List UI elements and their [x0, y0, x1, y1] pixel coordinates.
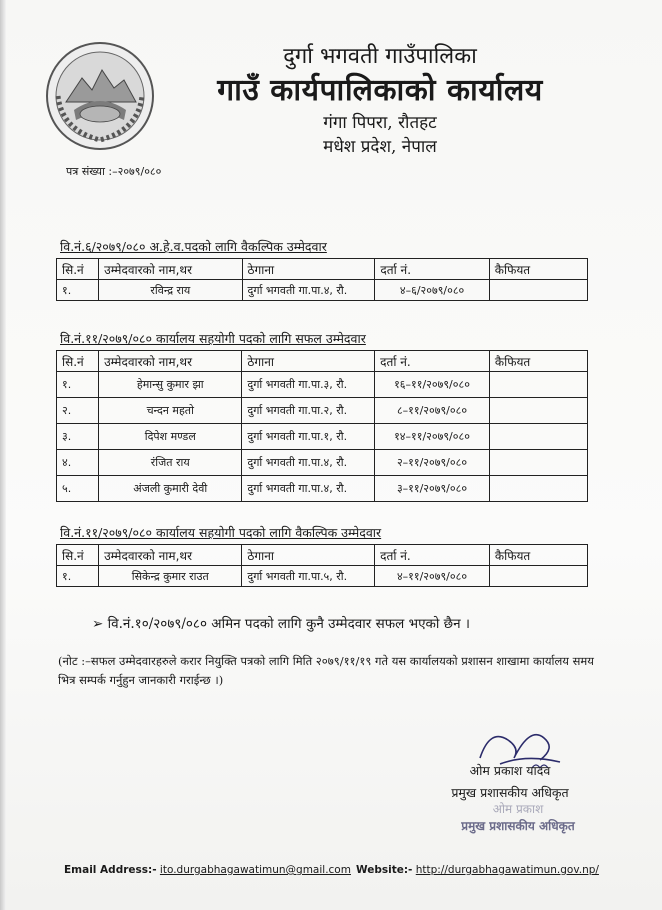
municipality-name: दुर्गा भगवती गाउँपालिका: [283, 44, 477, 69]
cell-remarks: [489, 476, 587, 502]
cell-serial: ५.: [57, 476, 99, 502]
page-edge-shadow: [0, 0, 6, 910]
col-header-address: ठेगाना: [242, 259, 375, 280]
col-header-serial: सि.नं: [57, 259, 99, 280]
cell-name: दिपेश मण्डल: [99, 424, 242, 450]
col-header-address: ठेगाना: [242, 351, 375, 372]
signatory-designation: प्रमुख प्रशासकीय अधिकृत: [451, 785, 569, 800]
table-header-row: [57, 351, 588, 372]
address-line-2: मधेश प्रदेश, नेपाल: [323, 137, 437, 157]
cell-address: दुर्गा भगवती गा.पा.४, रौ.: [242, 450, 375, 476]
col-header-remarks: कैफियत: [489, 351, 587, 372]
cell-name: रविन्द्र राय: [99, 280, 242, 301]
col-header-remarks: कैफियत: [489, 545, 587, 566]
section-3-title: वि.नं.११/२०७९/०८० कार्यालय सहयोगी पदको लागि वैकल्पिक उम्मेदवार: [60, 525, 382, 540]
office-title: गाउँ कार्यपालिकाको कार्यालय: [217, 73, 543, 108]
cell-name: अंजली कुमारी देवी: [99, 476, 242, 502]
cell-reg-no: ८–११/२०७९/०८०: [375, 398, 490, 424]
arrow-bullet-icon: ➢: [92, 616, 104, 632]
table-row: [57, 424, 588, 450]
official-stamp: [448, 800, 588, 836]
cell-remarks: [489, 398, 587, 424]
cell-remarks: [489, 566, 587, 587]
signatory-name: ओम प्रकाश यादव: [469, 763, 551, 778]
contact-instruction-note: (नोट :–सफल उम्मेदवारहरुले करार नियुक्ति पत्रको लागि मिति २०७९/११/१९ गते यस कार्यालयको प्रशासन शाखामा कार्यालय समय भित्र सम्पर्क गर्नुहुन जानकारी गराईन्छ ।): [58, 654, 594, 687]
cell-address: दुर्गा भगवती गा.पा.३, रौ.: [242, 372, 375, 398]
col-header-serial: सि.नं: [57, 545, 99, 566]
no-successful-candidate-note: [92, 614, 470, 632]
cell-serial: ३.: [57, 424, 99, 450]
col-header-name: उम्मेदवारको नाम,थर: [99, 351, 242, 372]
section-2-title: वि.नं.११/२०७९/०८० कार्यालय सहयोगी पदको लागि सफल उम्मेदवार: [60, 331, 366, 346]
stamp-line: प्रमुख प्रशासकीय अधिकृत: [461, 819, 575, 833]
table-row: [57, 372, 588, 398]
email-label: Email Address:-: [64, 864, 157, 876]
section-2-table: [56, 350, 588, 502]
stamp-line: ओम प्रकाश: [492, 802, 544, 816]
cell-serial: २.: [57, 398, 99, 424]
cell-remarks: [489, 372, 587, 398]
cell-remarks: [489, 424, 587, 450]
table-row: [57, 450, 588, 476]
cell-address: दुर्गा भगवती गा.पा.१, रौ.: [242, 424, 375, 450]
cell-address: दुर्गा भगवती गा.पा.२, रौ.: [242, 398, 375, 424]
cell-name: चन्दन महतो: [99, 398, 242, 424]
table-header-row: [57, 259, 588, 280]
cell-address: दुर्गा भगवती गा.पा.४, रौ.: [242, 280, 375, 301]
cell-name: रंजित राय: [99, 450, 242, 476]
cell-reg-no: ४–११/२०७९/०८०: [375, 566, 490, 587]
col-header-reg-no: दर्ता नं.: [375, 351, 490, 372]
col-header-name: उम्मेदवारको नाम,थर: [99, 259, 242, 280]
email-link[interactable]: ito.durgabhagawatimun@gmail.com: [159, 864, 351, 876]
section-3-table: [56, 544, 588, 587]
cell-serial: ४.: [57, 450, 99, 476]
table-row: [57, 280, 588, 301]
cell-reg-no: १६–११/२०७९/०८०: [375, 372, 490, 398]
website-link[interactable]: http://durgabhagawatimun.gov.np/: [415, 864, 599, 876]
cell-name: हेमान्सु कुमार झा: [99, 372, 242, 398]
letter-reference-number: पत्र संख्या :–२०७९/०८०: [66, 165, 162, 178]
cell-name: सिकेन्द्र कुमार राउत: [99, 566, 242, 587]
cell-remarks: [489, 280, 587, 301]
address-line-1: गंगा पिपरा, रौतहट: [323, 113, 437, 133]
cell-address: दुर्गा भगवती गा.पा.४, रौ.: [242, 476, 375, 502]
col-header-remarks: कैफियत: [489, 259, 587, 280]
footer-website: [356, 864, 599, 876]
col-header-name: उम्मेदवारको नाम,थर: [99, 545, 242, 566]
col-header-reg-no: दर्ता नं.: [375, 545, 490, 566]
footer-email: [64, 864, 351, 876]
section-1-table: [56, 258, 588, 301]
cell-reg-no: १४–११/२०७९/०८०: [375, 424, 490, 450]
cell-reg-no: ४–६/२०७९/०८०: [375, 280, 489, 301]
nepal-emblem-seal: [44, 40, 156, 152]
bullet-text: वि.नं.१०/२०७९/०८० अमिन पदको लागि कुनै उम्मेदवार सफल भएको छैन ।: [107, 616, 471, 632]
col-header-reg-no: दर्ता नं.: [375, 259, 489, 280]
col-header-address: ठेगाना: [242, 545, 375, 566]
table-row: [57, 476, 588, 502]
cell-serial: १.: [57, 566, 99, 587]
table-header-row: [57, 545, 588, 566]
col-header-serial: सि.नं: [57, 351, 99, 372]
cell-reg-no: २–११/२०७९/०८०: [375, 450, 490, 476]
website-label: Website:-: [356, 864, 413, 876]
cell-serial: १.: [57, 280, 99, 301]
cell-address: दुर्गा भगवती गा.पा.५, रौ.: [242, 566, 375, 587]
table-row: [57, 398, 588, 424]
cell-serial: १.: [57, 372, 99, 398]
section-1-title: वि.नं.६/२०७९/०८० अ.हे.व.पदको लागि वैकल्पिक उम्मेदवार: [60, 239, 327, 254]
cell-remarks: [489, 450, 587, 476]
cell-reg-no: ३–११/२०७९/०८०: [375, 476, 490, 502]
table-row: [57, 566, 588, 587]
